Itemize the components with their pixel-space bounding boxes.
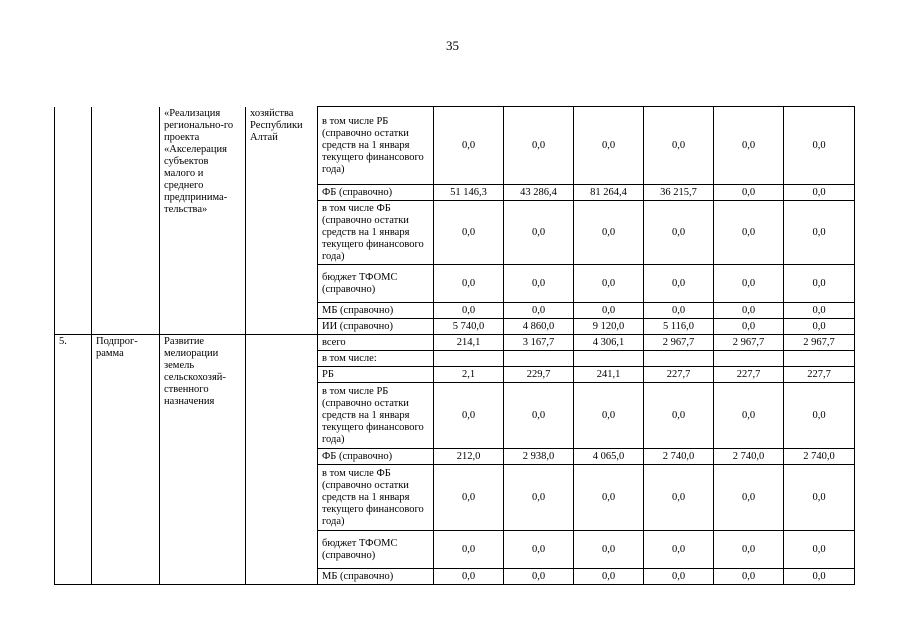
amount-cell: 0,0 <box>784 303 855 319</box>
amount-cell: 227,7 <box>644 367 714 383</box>
amount-cell: 0,0 <box>714 383 784 449</box>
amount-cell <box>434 351 504 367</box>
amount-cell: 0,0 <box>784 569 855 585</box>
funding-source-label: МБ (справочно) <box>318 569 434 585</box>
amount-cell <box>504 351 574 367</box>
amount-cell <box>784 351 855 367</box>
amount-cell: 0,0 <box>714 319 784 335</box>
amount-cell: 0,0 <box>644 465 714 531</box>
amount-cell: 2 967,7 <box>784 335 855 351</box>
amount-cell: 227,7 <box>784 367 855 383</box>
funding-source-label: РБ <box>318 367 434 383</box>
amount-cell: 43 286,4 <box>504 185 574 201</box>
amount-cell: 0,0 <box>434 531 504 569</box>
amount-cell: 2 740,0 <box>644 449 714 465</box>
amount-cell: 0,0 <box>434 383 504 449</box>
amount-cell: 2 740,0 <box>784 449 855 465</box>
amount-cell: 241,1 <box>574 367 644 383</box>
funding-source-label: ФБ (справочно) <box>318 185 434 201</box>
amount-cell: 0,0 <box>714 303 784 319</box>
amount-cell: 4 065,0 <box>574 449 644 465</box>
amount-cell: 0,0 <box>434 201 504 265</box>
amount-cell: 0,0 <box>784 107 855 185</box>
executor-cell <box>246 335 318 585</box>
program-name-cell: «Реализация регионально-го проекта «Акселерация субъектов малого и среднего предпринима-тельства» <box>160 107 246 335</box>
funding-source-label: в том числе: <box>318 351 434 367</box>
amount-cell <box>714 351 784 367</box>
funding-source-label: бюджет ТФОМС (справочно) <box>318 531 434 569</box>
funding-source-label: в том числе ФБ (справочно остатки средств на 1 января текущего финансового года) <box>318 201 434 265</box>
funding-source-label: в том числе РБ (справочно остатки средств на 1 января текущего финансового года) <box>318 383 434 449</box>
table-row <box>55 335 855 351</box>
amount-cell: 0,0 <box>574 569 644 585</box>
amount-cell: 2 938,0 <box>504 449 574 465</box>
amount-cell: 0,0 <box>434 265 504 303</box>
amount-cell: 0,0 <box>574 201 644 265</box>
amount-cell: 0,0 <box>434 303 504 319</box>
amount-cell: 0,0 <box>714 185 784 201</box>
budget-table <box>54 106 855 585</box>
amount-cell: 0,0 <box>714 201 784 265</box>
executor-cell: хозяйства Республики Алтай <box>246 107 318 335</box>
amount-cell: 0,0 <box>434 107 504 185</box>
amount-cell <box>644 351 714 367</box>
amount-cell: 0,0 <box>504 569 574 585</box>
amount-cell: 0,0 <box>504 265 574 303</box>
funding-source-label: всего <box>318 335 434 351</box>
program-type-cell <box>92 107 160 335</box>
amount-cell: 0,0 <box>784 383 855 449</box>
amount-cell: 9 120,0 <box>574 319 644 335</box>
amount-cell: 2 740,0 <box>714 449 784 465</box>
amount-cell: 36 215,7 <box>644 185 714 201</box>
amount-cell: 0,0 <box>714 465 784 531</box>
amount-cell: 0,0 <box>574 531 644 569</box>
amount-cell: 0,0 <box>434 569 504 585</box>
amount-cell: 0,0 <box>784 201 855 265</box>
amount-cell: 81 264,4 <box>574 185 644 201</box>
amount-cell: 0,0 <box>574 465 644 531</box>
amount-cell: 0,0 <box>784 185 855 201</box>
amount-cell: 0,0 <box>644 201 714 265</box>
amount-cell: 214,1 <box>434 335 504 351</box>
amount-cell: 227,7 <box>714 367 784 383</box>
amount-cell: 0,0 <box>784 265 855 303</box>
amount-cell: 0,0 <box>574 107 644 185</box>
amount-cell: 229,7 <box>504 367 574 383</box>
amount-cell: 5 740,0 <box>434 319 504 335</box>
amount-cell: 0,0 <box>714 107 784 185</box>
amount-cell: 51 146,3 <box>434 185 504 201</box>
amount-cell: 0,0 <box>574 383 644 449</box>
amount-cell: 2,1 <box>434 367 504 383</box>
amount-cell: 2 967,7 <box>644 335 714 351</box>
amount-cell: 0,0 <box>784 319 855 335</box>
row-number-cell: 5. <box>55 335 92 585</box>
amount-cell: 212,0 <box>434 449 504 465</box>
program-type-cell: Подпрог-рамма <box>92 335 160 585</box>
amount-cell: 0,0 <box>434 465 504 531</box>
funding-source-label: в том числе РБ (справочно остатки средств на 1 января текущего финансового года) <box>318 107 434 185</box>
amount-cell: 0,0 <box>644 569 714 585</box>
funding-source-label: в том числе ФБ (справочно остатки средств на 1 января текущего финансового года) <box>318 465 434 531</box>
amount-cell: 0,0 <box>504 303 574 319</box>
table-body <box>55 107 855 585</box>
page-number: 35 <box>446 38 459 53</box>
table-row <box>55 107 855 185</box>
funding-source-label: ФБ (справочно) <box>318 449 434 465</box>
amount-cell: 4 860,0 <box>504 319 574 335</box>
amount-cell: 4 306,1 <box>574 335 644 351</box>
amount-cell: 0,0 <box>644 383 714 449</box>
amount-cell: 0,0 <box>784 465 855 531</box>
amount-cell: 2 967,7 <box>714 335 784 351</box>
amount-cell: 0,0 <box>644 265 714 303</box>
amount-cell: 0,0 <box>504 383 574 449</box>
funding-source-label: МБ (справочно) <box>318 303 434 319</box>
row-number-cell <box>55 107 92 335</box>
amount-cell: 0,0 <box>784 531 855 569</box>
amount-cell: 3 167,7 <box>504 335 574 351</box>
amount-cell: 0,0 <box>504 465 574 531</box>
amount-cell: 0,0 <box>574 303 644 319</box>
funding-source-label: бюджет ТФОМС (справочно) <box>318 265 434 303</box>
amount-cell: 0,0 <box>504 107 574 185</box>
amount-cell: 0,0 <box>644 107 714 185</box>
amount-cell: 0,0 <box>714 531 784 569</box>
amount-cell: 0,0 <box>504 531 574 569</box>
funding-source-label: ИИ (справочно) <box>318 319 434 335</box>
amount-cell: 0,0 <box>504 201 574 265</box>
amount-cell: 0,0 <box>574 265 644 303</box>
amount-cell: 0,0 <box>714 265 784 303</box>
amount-cell: 0,0 <box>644 303 714 319</box>
amount-cell <box>574 351 644 367</box>
amount-cell: 0,0 <box>644 531 714 569</box>
amount-cell: 0,0 <box>714 569 784 585</box>
program-name-cell: Развитие мелиорации земель сельскохозяй-ственного назначения <box>160 335 246 585</box>
amount-cell: 5 116,0 <box>644 319 714 335</box>
